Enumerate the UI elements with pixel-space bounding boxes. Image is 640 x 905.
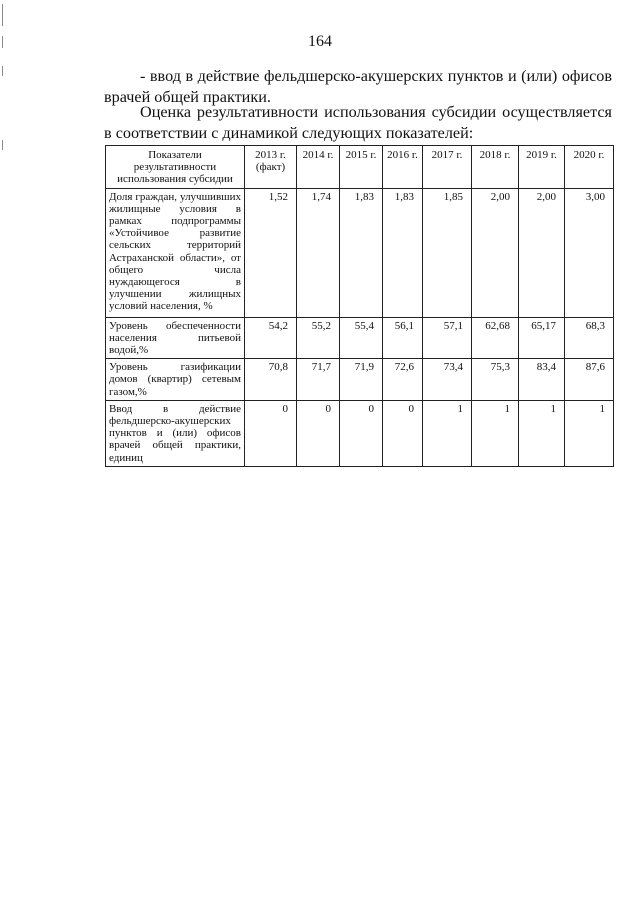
row-label-housing-share: Доля граждан, улучшивших жилищные условия в рамках подпрограммы «Устойчивое развитие сельских территорий Астраханской области», от общего числа нуждающегося в улучшении жилищных условий населения, % — [106, 188, 245, 317]
page-number: 164 — [308, 33, 332, 50]
column-header-year: 2013 г. (факт) — [245, 146, 297, 189]
paragraph-list-item: - ввод в действие фельдшерско-акушерских пунктов и (или) офисов врачей общей практики. — [104, 67, 612, 106]
table-cell: 75,3 — [472, 359, 519, 401]
column-header-year: 2019 г. — [519, 146, 565, 189]
table-cell: 87,6 — [565, 359, 614, 401]
paragraph-intro: Оценка результативности использования субсидии осуществляется в соответствии с динамикой следующих показателей: — [104, 103, 612, 142]
column-header-year: 2014 г. — [297, 146, 340, 189]
table-cell: 83,4 — [519, 359, 565, 401]
table-cell: 1 — [519, 400, 565, 466]
row-label-water-supply: Уровень обеспеченности населения питьевой водой,% — [106, 317, 245, 359]
column-header-year: 2018 г. — [472, 146, 519, 189]
table-cell: 56,1 — [383, 317, 423, 359]
table-cell: 71,7 — [297, 359, 340, 401]
table-cell: 1,85 — [423, 188, 472, 317]
table-cell: 3,00 — [565, 188, 614, 317]
table-row — [106, 359, 614, 401]
table-cell: 73,4 — [423, 359, 472, 401]
table-cell: 2,00 — [472, 188, 519, 317]
row-label-gasification: Уровень газификации домов (квартир) сетевым газом,% — [106, 359, 245, 401]
table-row — [106, 317, 614, 359]
table-cell: 55,2 — [297, 317, 340, 359]
table-cell: 65,17 — [519, 317, 565, 359]
table-row — [106, 400, 614, 466]
row-label-medical-offices: Ввод в действие фельдшерско-акушерских пунктов и (или) офисов врачей общей практики, единиц — [106, 400, 245, 466]
table-cell: 2,00 — [519, 188, 565, 317]
indicators-table — [105, 145, 614, 467]
table-cell: 0 — [245, 400, 297, 466]
table-cell: 1 — [423, 400, 472, 466]
table-cell: 0 — [297, 400, 340, 466]
table-cell: 0 — [383, 400, 423, 466]
table-cell: 71,9 — [340, 359, 383, 401]
table-cell: 0 — [340, 400, 383, 466]
scan-edge-marks — [2, 0, 6, 160]
table-cell: 72,6 — [383, 359, 423, 401]
table-cell: 1,52 — [245, 188, 297, 317]
column-header-year: 2017 г. — [423, 146, 472, 189]
table-cell: 1 — [472, 400, 519, 466]
table-cell: 54,2 — [245, 317, 297, 359]
table-cell: 1 — [565, 400, 614, 466]
table-row — [106, 188, 614, 317]
table-cell: 62,68 — [472, 317, 519, 359]
column-header-indicator: Показатели результативности использования субсидии — [106, 146, 245, 189]
table-cell: 1,74 — [297, 188, 340, 317]
table-cell: 1,83 — [340, 188, 383, 317]
table-cell: 55,4 — [340, 317, 383, 359]
column-header-year: 2015 г. — [340, 146, 383, 189]
table-cell: 70,8 — [245, 359, 297, 401]
table-header-row — [106, 146, 614, 189]
table-cell: 57,1 — [423, 317, 472, 359]
table-cell: 68,3 — [565, 317, 614, 359]
column-header-year: 2016 г. — [383, 146, 423, 189]
column-header-year: 2020 г. — [565, 146, 614, 189]
table-cell: 1,83 — [383, 188, 423, 317]
